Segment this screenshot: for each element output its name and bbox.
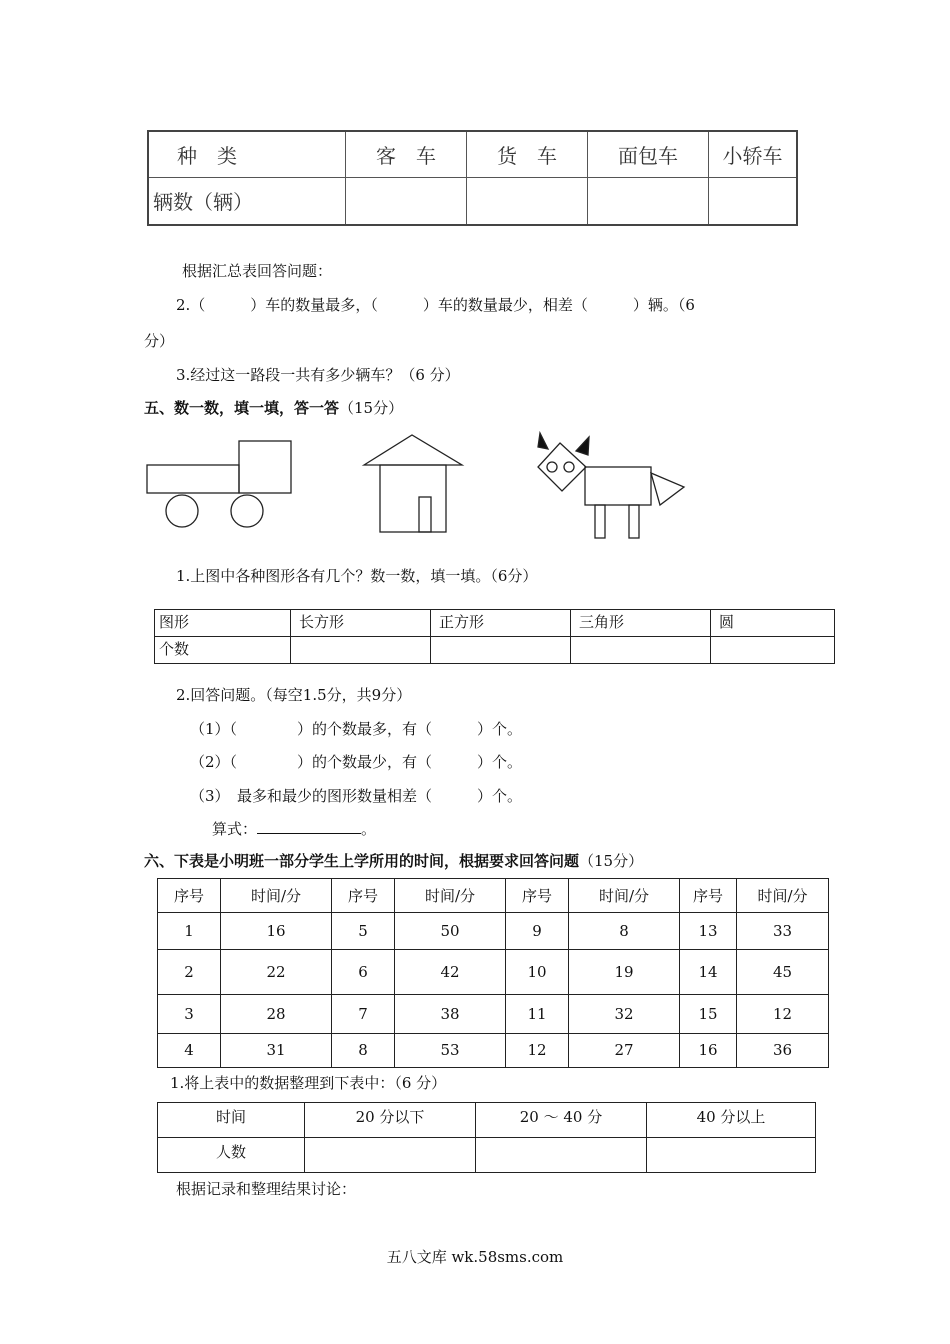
table-cell: 14: [680, 950, 737, 994]
summary-header-cell: 时间: [158, 1103, 305, 1138]
animal-figure: [538, 433, 684, 538]
discussion-text: 根据记录和整理结果讨论：: [176, 1180, 357, 1198]
table-cell: 28: [221, 994, 332, 1033]
vehicle-count-cell[interactable]: [467, 177, 588, 225]
vehicle-header-cell: 客 车: [346, 131, 467, 177]
summary-count-cell[interactable]: [305, 1138, 476, 1173]
table-row: [158, 1033, 829, 1067]
table-cell: 38: [395, 994, 506, 1033]
vehicle-count-cell[interactable]: [346, 177, 467, 225]
time-header-cell: 序号: [506, 879, 569, 913]
table-cell: 15: [680, 994, 737, 1033]
table-cell: 5: [332, 913, 395, 950]
shape-count-table: [154, 609, 835, 664]
table-row: [158, 950, 829, 994]
table-cell: 33: [737, 913, 829, 950]
shape-header-cell: 长方形: [291, 610, 431, 637]
shape-count-cell[interactable]: [571, 637, 711, 664]
shape-header-cell: 三角形: [571, 610, 711, 637]
table-cell: 1: [158, 913, 221, 950]
vehicle-table: [147, 130, 798, 226]
summary-count-cell[interactable]: [476, 1138, 647, 1173]
table-cell: 6: [332, 950, 395, 994]
table-cell: 12: [506, 1033, 569, 1067]
vehicle-header-cell: 小轿车: [709, 131, 798, 177]
table-cell: 2: [158, 950, 221, 994]
table-cell: 11: [506, 994, 569, 1033]
section4-q2: 2.（ ）车的数量最多，（ ）车的数量最少，相差（ ）辆。（6: [176, 296, 695, 314]
section5-title-score: （15分）: [339, 399, 404, 417]
table-row: [158, 913, 829, 950]
section4-q3: 3.经过这一路段一共有多少辆车？（6 分）: [176, 366, 460, 384]
time-table-header: [158, 879, 829, 913]
table-cell: 16: [680, 1033, 737, 1067]
table-cell: 12: [737, 994, 829, 1033]
table-cell: 45: [737, 950, 829, 994]
summary-table: [157, 1102, 816, 1173]
summary-row-label: 人数: [158, 1138, 305, 1173]
formula-line: [212, 818, 376, 839]
formula-end: 。: [361, 820, 377, 838]
table-cell: 27: [569, 1033, 680, 1067]
summary-header-cell: 20 分以下: [305, 1103, 476, 1138]
section5-q2-2: （2）（ ）的个数最少，有（ ）个。: [190, 753, 523, 771]
summary-count-cell[interactable]: [647, 1138, 816, 1173]
time-header-cell: 时间/分: [569, 879, 680, 913]
section5-q2: 2.回答问题。（每空1.5分，共9分）: [176, 686, 412, 704]
formula-blank[interactable]: [257, 819, 361, 834]
shape-count-cell[interactable]: [431, 637, 571, 664]
table-cell: 7: [332, 994, 395, 1033]
table-cell: 31: [221, 1033, 332, 1067]
table-cell: 8: [332, 1033, 395, 1067]
time-header-cell: 序号: [158, 879, 221, 913]
section6-title-score: （15分）: [579, 852, 644, 870]
table-cell: 9: [506, 913, 569, 950]
section4-intro: 根据汇总表回答问题：: [182, 262, 333, 280]
summary-header-cell: 40 分以上: [647, 1103, 816, 1138]
footer-watermark: 五八文库 wk.58sms.com: [386, 1248, 564, 1266]
vehicle-header-cell: 种 类: [148, 131, 346, 177]
summary-header-cell: 20 ～ 40 分: [476, 1103, 647, 1138]
table-cell: 53: [395, 1033, 506, 1067]
table-cell: 10: [506, 950, 569, 994]
section5-title: [144, 397, 403, 418]
table-cell: 50: [395, 913, 506, 950]
section6-q1: 1.将上表中的数据整理到下表中：（6 分）: [170, 1074, 447, 1092]
table-row: [158, 994, 829, 1033]
shape-header-cell: 图形: [155, 610, 291, 637]
table-cell: 42: [395, 950, 506, 994]
time-header-cell: 时间/分: [395, 879, 506, 913]
table-cell: 16: [221, 913, 332, 950]
section5-q2-3: （3） 最多和最少的图形数量相差（ ）个。: [190, 787, 523, 805]
time-header-cell: 时间/分: [737, 879, 829, 913]
shape-figures: [140, 425, 700, 545]
section6-title: 六、下表是小明班一部分学生上学所用的时间，根据要求回答问题: [144, 852, 580, 870]
truck-figure: [147, 441, 291, 527]
table-cell: 19: [569, 950, 680, 994]
table-cell: 8: [569, 913, 680, 950]
vehicle-count-cell[interactable]: [588, 177, 709, 225]
table-cell: 3: [158, 994, 221, 1033]
formula-label: 算式：: [212, 820, 258, 838]
section6-title-line: [144, 850, 643, 871]
vehicle-count-cell[interactable]: [709, 177, 798, 225]
vehicle-row-label: 辆数（辆）: [148, 177, 346, 225]
table-cell: 32: [569, 994, 680, 1033]
section5-q1: 1.上图中各种图形各有几个？数一数，填一填。（6分）: [176, 567, 538, 585]
time-header-cell: 序号: [680, 879, 737, 913]
section5-title-text: 五、数一数，填一填，答一答: [144, 399, 340, 417]
vehicle-header-cell: 货 车: [467, 131, 588, 177]
table-cell: 22: [221, 950, 332, 994]
table-cell: 36: [737, 1033, 829, 1067]
table-cell: 13: [680, 913, 737, 950]
vehicle-header-cell: 面包车: [588, 131, 709, 177]
shape-header-cell: 正方形: [431, 610, 571, 637]
time-table: [157, 878, 829, 1068]
shape-row-label: 个数: [155, 637, 291, 664]
time-header-cell: 时间/分: [221, 879, 332, 913]
shape-header-cell: 圆: [711, 610, 835, 637]
section5-q2-1: （1）（ ）的个数最多，有（ ）个。: [190, 720, 523, 738]
section4-q2-cont: 分）: [144, 332, 175, 350]
table-cell: 4: [158, 1033, 221, 1067]
shape-count-cell[interactable]: [291, 637, 431, 664]
time-header-cell: 序号: [332, 879, 395, 913]
house-figure: [364, 435, 462, 532]
shape-count-cell[interactable]: [711, 637, 835, 664]
